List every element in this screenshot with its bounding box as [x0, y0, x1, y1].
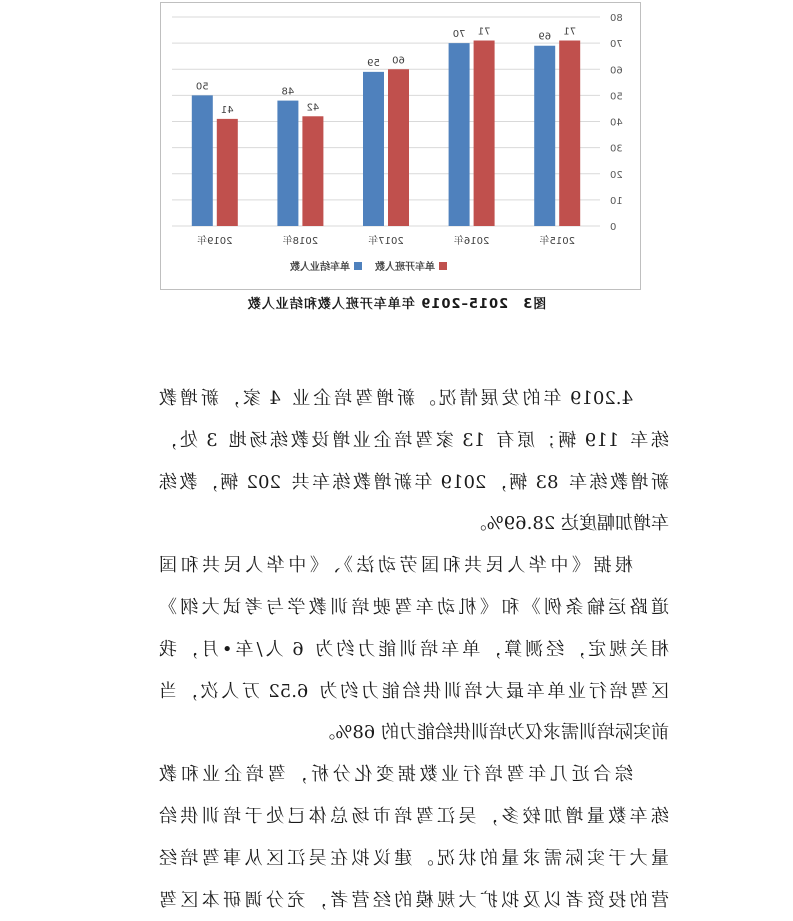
text-line: 新增教练车 83 辆，2019 年新增教练车共 202 辆，教练: [159, 471, 669, 493]
x-tick-label: 2015年: [539, 236, 575, 247]
data-label: 69: [538, 31, 552, 43]
y-tick-label: 70: [610, 39, 623, 51]
bar-chart-frame: [160, 2, 641, 290]
bar: [534, 46, 555, 226]
bar-chart: [161, 3, 640, 289]
text-line: 相关规定，经测算，单车培训能力约为 6 人/车•月，我: [159, 638, 669, 660]
data-label: 42: [306, 102, 320, 114]
x-tick-label: 2018年: [282, 236, 319, 247]
bar: [363, 72, 384, 226]
bar: [388, 69, 409, 226]
data-label: 50: [195, 81, 209, 93]
legend-label: 单车开班人数: [375, 262, 435, 273]
text-line: 根据《中华人民共和国劳动法》、《中华人民共和国: [159, 555, 633, 577]
bar: [559, 41, 580, 226]
text-line: 练车 119 辆；原有 13 家驾培企业增设教练场地 3 处，: [159, 429, 669, 451]
text-line: 量大于实际需求量的状况。建议拟在吴江区从事驾培经: [159, 847, 669, 869]
data-label: 60: [392, 55, 405, 67]
text-line: 区驾培行业单车最大培训供给能力约为 6.52 万人次，当: [159, 680, 669, 702]
x-tick-label: 2017年: [368, 236, 404, 247]
legend-swatch: [354, 262, 362, 270]
body-text: [159, 378, 669, 921]
y-tick-label: 0: [610, 222, 617, 233]
y-tick-label: 30: [610, 143, 623, 155]
text-line: 练车数量增加较多，吴江驾培市场总体已处于培训供给: [159, 805, 669, 827]
y-tick-label: 10: [610, 195, 623, 207]
legend-label: 单车结业人数: [290, 262, 350, 273]
y-tick-label: 80: [610, 13, 623, 24]
y-tick-label: 40: [610, 117, 623, 129]
bar: [449, 43, 470, 226]
data-label: 71: [477, 26, 491, 38]
y-tick-label: 60: [610, 65, 623, 77]
figure-caption: 图3 2015–2019 年单车开班人数和结业人数: [246, 297, 547, 312]
data-label: 70: [452, 29, 466, 41]
bar: [277, 101, 298, 226]
data-label: 48: [281, 86, 295, 98]
bar: [192, 95, 213, 226]
text-line: 前实际培训需求仅为培训供给能力的 68%。: [317, 722, 669, 744]
legend-swatch: [439, 262, 447, 270]
text-line: 车增加幅度达 28.69%。: [468, 513, 669, 535]
data-label: 41: [220, 104, 234, 116]
bar: [302, 116, 323, 226]
bar: [217, 119, 238, 226]
x-tick-label: 2019年: [197, 236, 233, 247]
x-tick-label: 2016年: [453, 236, 490, 247]
text-line: 4.2019 年的发展情况。新增驾培企业 4 家，新增教: [159, 388, 633, 409]
y-tick-label: 50: [610, 91, 623, 103]
text-line: 综合近几年驾培行业数据变化分析，驾培企业和教: [159, 764, 633, 786]
y-tick-label: 20: [610, 169, 623, 181]
data-label: 71: [563, 26, 577, 38]
text-line: 营的投资者以及拟扩大规模的经营者，充分调研本区驾: [159, 889, 669, 911]
text-line: 道路运输条例》和《机动车驾驶培训教学与考试大纲》: [159, 596, 669, 618]
bar: [474, 41, 495, 226]
data-label: 59: [367, 57, 380, 69]
